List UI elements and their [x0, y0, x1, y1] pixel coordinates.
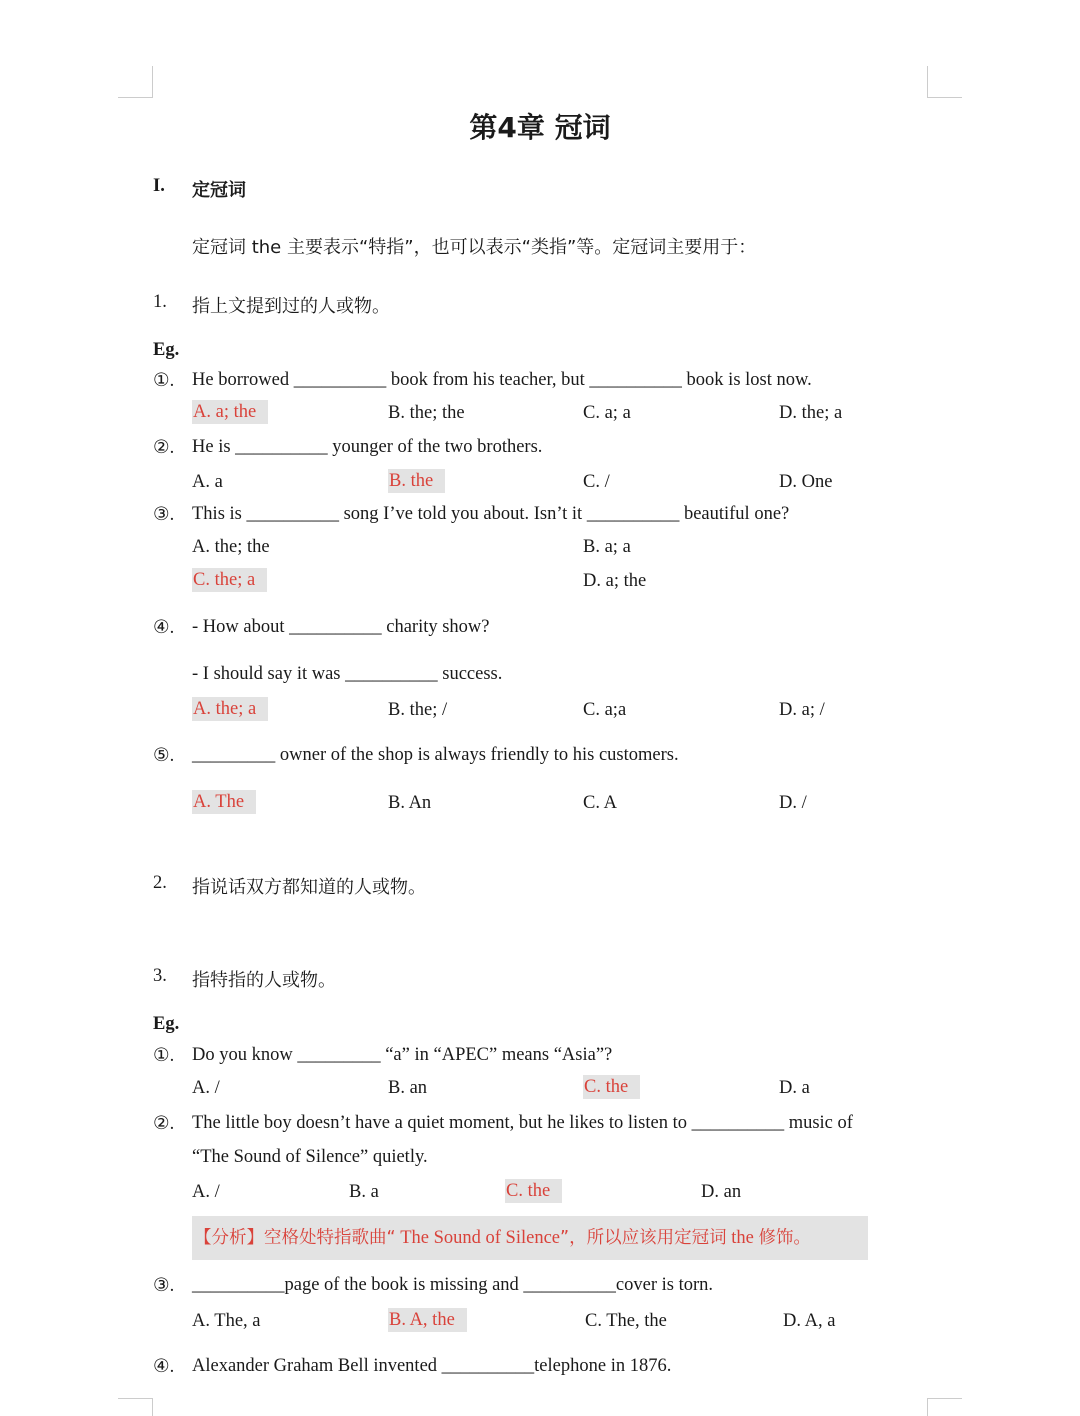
analysis-article: the — [726, 1228, 759, 1248]
r2-line-2: “The Sound of Silence” quietly. — [192, 1147, 428, 1167]
section-title: 定冠词 — [192, 180, 246, 201]
point-2-text: 指说话双方都知道的人或物。 — [192, 877, 426, 898]
corner-mark-top-left — [118, 66, 153, 98]
r2-line-1: The little boy doesn’t have a quiet moment, but he likes to listen to __________ music of — [192, 1113, 853, 1133]
analysis-song-title: The Sound of Silence — [395, 1228, 560, 1248]
q3-number: ③. — [153, 505, 175, 525]
q5-answer-highlight: A. The — [192, 790, 256, 814]
q2-option-b — [388, 471, 445, 492]
r3-number: ③. — [153, 1276, 175, 1296]
q2-answer-highlight: B. the — [388, 469, 445, 493]
q3-option-d: D. a; the — [583, 571, 647, 591]
r3-answer-highlight: B. A, the — [388, 1308, 467, 1332]
corner-mark-top-right — [927, 66, 962, 98]
r1-number: ①. — [153, 1046, 175, 1066]
analysis-note — [192, 1216, 868, 1260]
q2-option-d: D. One — [779, 472, 833, 492]
q1-option-d: D. the; a — [779, 403, 843, 423]
q1-text: He borrowed __________ book from his teacher, but __________ book is lost now. — [192, 370, 812, 390]
r3-option-d: D. A, a — [783, 1311, 836, 1331]
q4-answer-highlight: A. the; a — [192, 697, 268, 721]
point-2-number: 2. — [153, 873, 167, 893]
q1-answer-highlight: A. a; the — [192, 400, 268, 424]
r1-option-b: B. an — [388, 1078, 428, 1098]
r4-number: ④. — [153, 1357, 175, 1377]
q1-option-b: B. the; the — [388, 403, 465, 423]
q4-option-d: D. a; / — [779, 700, 825, 720]
q4-number: ④. — [153, 618, 175, 638]
r2-option-b: B. a — [349, 1182, 379, 1202]
point-3-text: 指特指的人或物。 — [192, 970, 336, 991]
q1-number: ①. — [153, 371, 175, 391]
q4-option-b: B. the; / — [388, 700, 448, 720]
q3-option-b: B. a; a — [583, 537, 631, 557]
corner-mark-bottom-left — [118, 1398, 153, 1416]
point-1-text: 指上文提到过的人或物。 — [192, 296, 390, 317]
q3-option-c — [192, 570, 267, 591]
example-label-2: Eg. — [153, 1014, 180, 1034]
r1-option-a: A. / — [192, 1078, 220, 1098]
q5-option-d: D. / — [779, 793, 807, 813]
r3-option-a: A. The, a — [192, 1311, 261, 1331]
r1-option-d: D. a — [779, 1078, 810, 1098]
q4-option-c: C. a;a — [583, 700, 627, 720]
r2-option-d: D. an — [701, 1182, 742, 1202]
r2-number: ②. — [153, 1114, 175, 1134]
intro-text: 定冠词 the 主要表示“特指”，也可以表示“类指”等。定冠词主要用于： — [192, 237, 757, 258]
corner-mark-bottom-right — [927, 1398, 962, 1416]
q2-option-c: C. / — [583, 472, 610, 492]
r3-text: __________page of the book is missing and __________cover is torn. — [192, 1275, 714, 1295]
r2-option-c — [505, 1181, 562, 1202]
q4-line-2: - I should say it was __________ success. — [192, 664, 503, 684]
analysis-part-5: 修饰。 — [758, 1228, 811, 1248]
r2-answer-highlight: C. the — [505, 1179, 562, 1203]
r2-option-a: A. / — [192, 1182, 220, 1202]
analysis-part-1: 【分析】空格处特指歌曲“ — [194, 1228, 396, 1248]
q4-line-1: - How about __________ charity show? — [192, 617, 490, 637]
r1-option-c — [583, 1077, 640, 1098]
r1-answer-highlight: C. the — [583, 1075, 640, 1099]
q5-option-a — [192, 792, 256, 813]
q5-option-b: B. An — [388, 793, 432, 813]
example-label-1: Eg. — [153, 340, 180, 360]
q1-option-a — [192, 402, 268, 423]
r3-option-b — [388, 1310, 467, 1331]
point-1-number: 1. — [153, 292, 167, 312]
r4-text: Alexander Graham Bell invented __________telephone in 1876. — [192, 1356, 672, 1376]
page-title: 第4章 冠词 — [469, 111, 611, 144]
q2-text: He is __________ younger of the two brothers. — [192, 437, 543, 457]
point-3-number: 3. — [153, 966, 167, 986]
q1-option-c: C. a; a — [583, 403, 631, 423]
q3-text: This is __________ song I’ve told you about. Isn’t it __________ beautiful one? — [192, 504, 790, 524]
q2-option-a: A. a — [192, 472, 223, 492]
q3-answer-highlight: C. the; a — [192, 568, 267, 592]
q2-number: ②. — [153, 438, 175, 458]
analysis-part-3: ”，所以应该用定冠词 — [560, 1228, 727, 1248]
r3-option-c: C. The, the — [585, 1311, 667, 1331]
section-number: I. — [153, 176, 165, 196]
q5-option-c: C. A — [583, 793, 617, 813]
q4-option-a — [192, 699, 268, 720]
q5-text: _________ owner of the shop is always friendly to his customers. — [192, 745, 679, 765]
q5-number: ⑤. — [153, 746, 175, 766]
r1-text: Do you know _________ “a” in “APEC” means “Asia”? — [192, 1045, 613, 1065]
q3-option-a: A. the; the — [192, 537, 270, 557]
